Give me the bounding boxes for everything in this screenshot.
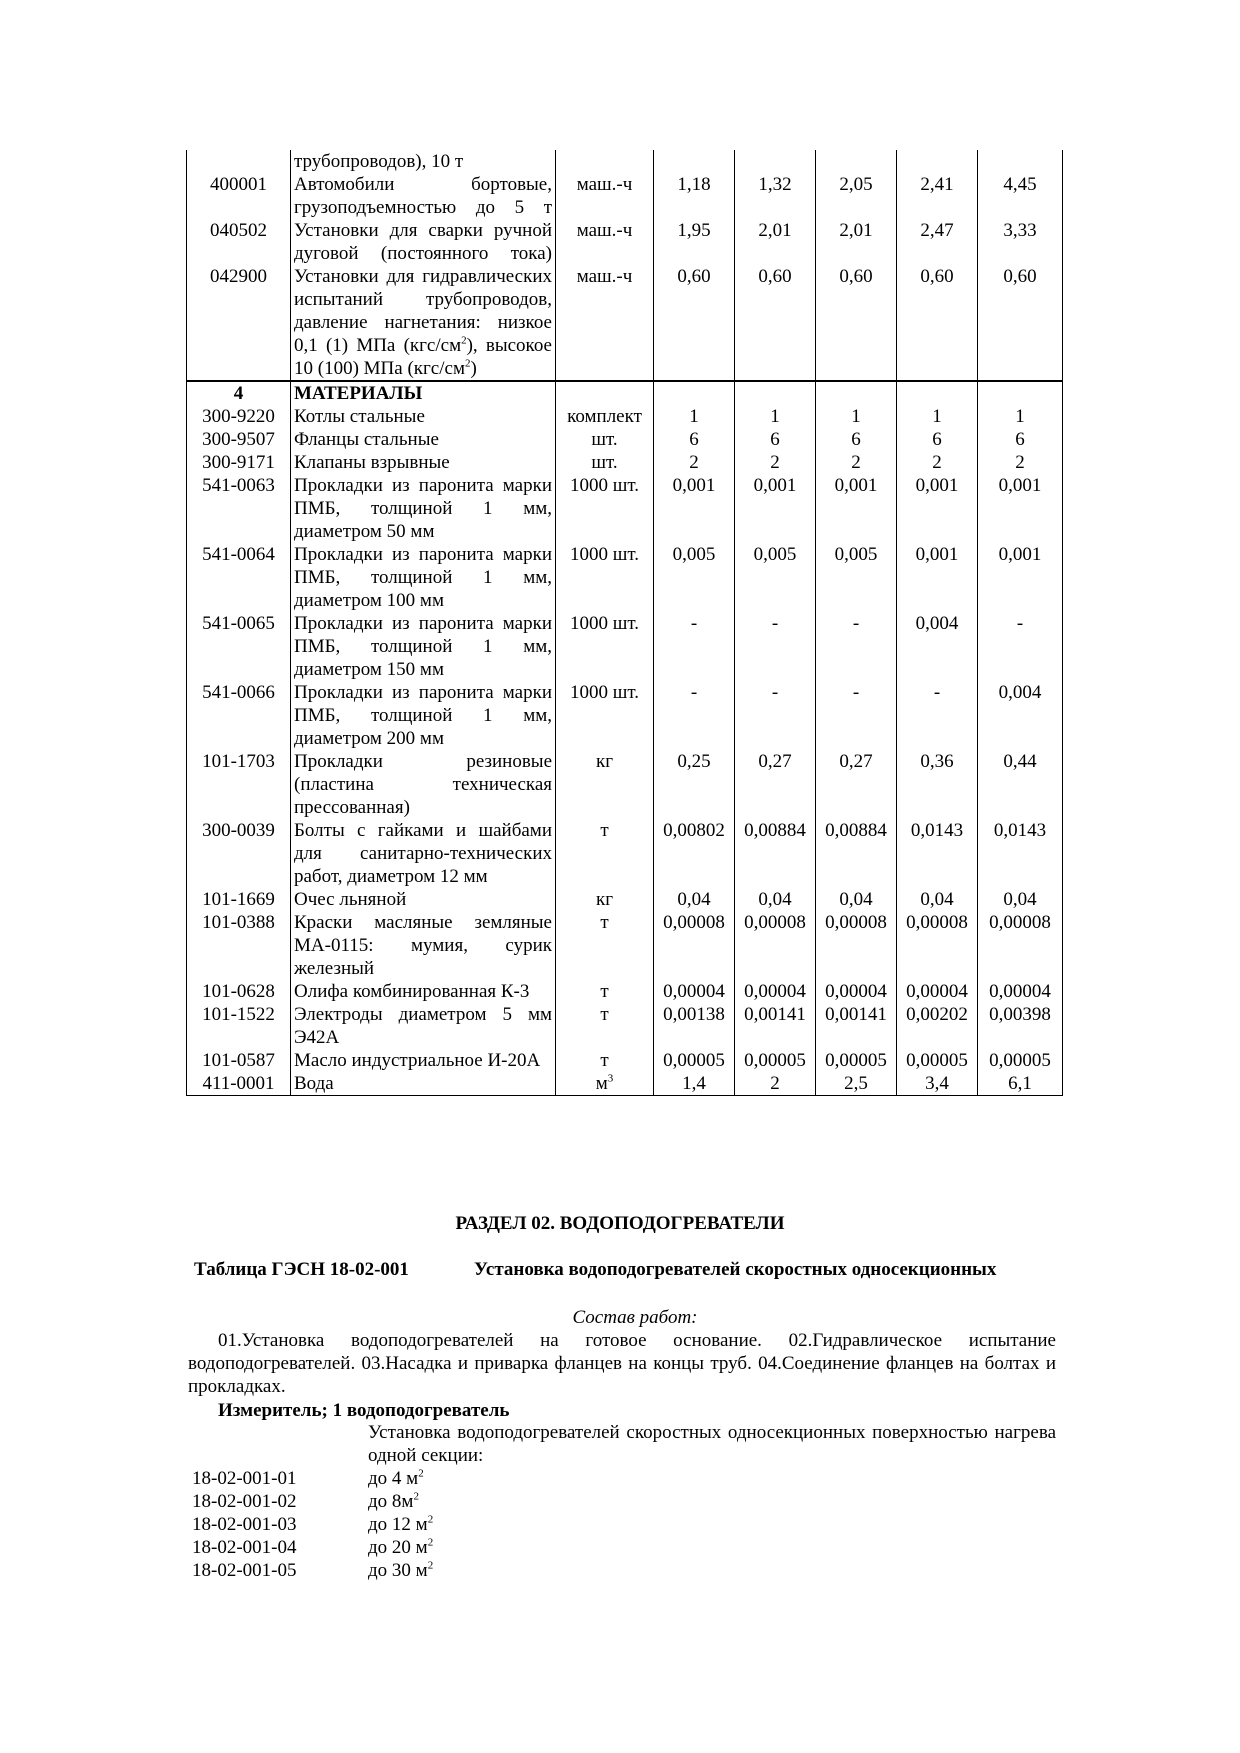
resource-unit: маш.-ч — [556, 265, 654, 381]
resource-value: 6 — [816, 428, 897, 451]
resource-value: 0,00005 — [654, 1049, 735, 1072]
resource-value: 0,60 — [735, 265, 816, 381]
resource-value — [897, 150, 978, 173]
resource-name: Олифа комбинированная К-3 — [291, 980, 556, 1003]
resource-value: 0,001 — [897, 543, 978, 612]
rate-row — [188, 1490, 1056, 1513]
resource-value: 3,4 — [897, 1072, 978, 1096]
resource-value: 0,04 — [816, 888, 897, 911]
resource-code: 300-9171 — [187, 451, 291, 474]
table-row — [187, 750, 1063, 819]
superscript: 2 — [418, 1467, 424, 1480]
resource-value: 0,001 — [654, 474, 735, 543]
table-row — [187, 1003, 1063, 1049]
superscript: 3 — [607, 1072, 614, 1085]
resource-code: 300-9507 — [187, 428, 291, 451]
resource-value: 6 — [978, 428, 1063, 451]
table-row — [187, 888, 1063, 911]
resource-value: 0,001 — [978, 474, 1063, 543]
resource-code: 101-0628 — [187, 980, 291, 1003]
resource-value: 0,00004 — [735, 980, 816, 1003]
resource-value: 0,25 — [654, 750, 735, 819]
table-title-code: Таблица ГЭСН 18-02-001 — [194, 1259, 409, 1280]
resource-code: 300-9220 — [187, 405, 291, 428]
resource-unit: маш.-ч — [556, 173, 654, 219]
resource-value: 0,00004 — [654, 980, 735, 1003]
table-row — [187, 173, 1063, 219]
table-row — [187, 681, 1063, 750]
resource-value: 6 — [654, 428, 735, 451]
table-row — [187, 405, 1063, 428]
resource-value: 1,95 — [654, 219, 735, 265]
resource-value: 1 — [816, 405, 897, 428]
resource-code: 300-0039 — [187, 819, 291, 888]
resource-value: 0,00141 — [735, 1003, 816, 1049]
resource-value: 0,00005 — [897, 1049, 978, 1072]
resource-name: Автомобили бортовые, грузоподъемностью до 5 т — [291, 173, 556, 219]
resource-value: 0,004 — [978, 681, 1063, 750]
table-row — [187, 612, 1063, 681]
resource-value: 2 — [735, 1072, 816, 1096]
resource-value: 0,00008 — [735, 911, 816, 980]
resource-value: 2,5 — [816, 1072, 897, 1096]
rates-heading: Установка водоподогревателей скоростных односекционных поверхностью нагрева одной секции: — [368, 1422, 1056, 1466]
rate-description: до 4 $м^2$ — [368, 1467, 424, 1489]
resource-value: 0,0143 — [978, 819, 1063, 888]
resource-code: 411-0001 — [187, 1072, 291, 1096]
table-row — [187, 219, 1063, 265]
superscript: 2 — [427, 1559, 434, 1572]
resource-unit: кг — [556, 888, 654, 911]
resource-code: 541-0063 — [187, 474, 291, 543]
resource-value: 6 — [735, 428, 816, 451]
resource-code: 541-0065 — [187, 612, 291, 681]
resource-name: Болты с гайками и шайбами для санитарно-технических работ, диаметром 12 мм — [291, 819, 556, 888]
rate-description: до 30 $м^2$ — [368, 1559, 434, 1581]
table-row — [187, 428, 1063, 451]
superscript: 2 — [427, 1536, 434, 1549]
resource-value: 0,00008 — [978, 911, 1063, 980]
resource-value: - — [816, 681, 897, 750]
resource-code: 101-0587 — [187, 1049, 291, 1072]
resource-value — [816, 150, 897, 173]
resource-value: 0,04 — [897, 888, 978, 911]
resource-value: 4,45 — [978, 173, 1063, 219]
resource-name: Установки для сварки ручной дуговой (постоянного тока) — [291, 219, 556, 265]
resource-value: 0,27 — [735, 750, 816, 819]
resource-name: Котлы стальные — [291, 405, 556, 428]
resource-value: 6 — [897, 428, 978, 451]
resource-value: 0,005 — [654, 543, 735, 612]
resource-value: 0,00884 — [816, 819, 897, 888]
resource-value: 2,01 — [816, 219, 897, 265]
superscript: 2 — [461, 334, 467, 347]
table-row — [187, 474, 1063, 543]
resource-value: 2,01 — [735, 219, 816, 265]
table-row — [187, 1072, 1063, 1096]
resource-code: 101-1703 — [187, 750, 291, 819]
resource-code: 101-1522 — [187, 1003, 291, 1049]
resource-value: 1 — [735, 405, 816, 428]
resource-value: 0,001 — [978, 543, 1063, 612]
resource-value: 0,00884 — [735, 819, 816, 888]
rate-code: 18-02-001-03 — [192, 1514, 297, 1535]
resource-value: 0,00138 — [654, 1003, 735, 1049]
table-title-name: Установка водоподогревателей скоростных односекционных — [474, 1259, 997, 1280]
rate-row — [188, 1513, 1056, 1536]
table-row — [187, 381, 1063, 405]
section-title: РАЗДЕЛ 02. ВОДОПОДОГРЕВАТЕЛИ — [455, 1213, 785, 1234]
resource-value: 1,32 — [735, 173, 816, 219]
resource-value: 2 — [816, 451, 897, 474]
resource-value: 0,00802 — [654, 819, 735, 888]
resource-unit — [556, 381, 654, 405]
table-row — [187, 265, 1063, 381]
resource-value: 0,04 — [654, 888, 735, 911]
resource-name: трубопроводов), 10 т — [291, 150, 556, 173]
resource-value: - — [735, 681, 816, 750]
resource-value: - — [816, 612, 897, 681]
resource-unit: шт. — [556, 428, 654, 451]
rates-items — [188, 1467, 1056, 1582]
resource-value — [735, 381, 816, 405]
resource-value: 0,04 — [735, 888, 816, 911]
work-composition-text: 01.Установка водоподогревателей на готовое основание. 02.Гидравлическое испытание водоподогревателей. 03.Насадка и приварка фланцев на концы труб. 04.Соединение фланцев на болтах и прокладках. — [188, 1330, 1056, 1397]
resource-value: 1,4 — [654, 1072, 735, 1096]
resource-value: - — [654, 612, 735, 681]
resource-value: 0,004 — [897, 612, 978, 681]
resource-value: 0,00005 — [978, 1049, 1063, 1072]
resource-value: 0,001 — [897, 474, 978, 543]
resource-unit: шт. — [556, 451, 654, 474]
table-row — [187, 819, 1063, 888]
resource-value — [735, 150, 816, 173]
resources-table — [186, 150, 1063, 1096]
resource-name: Фланцы стальные — [291, 428, 556, 451]
resource-unit: 1000 шт. — [556, 474, 654, 543]
rate-code: 18-02-001-05 — [192, 1560, 297, 1581]
resource-value: 0,00004 — [816, 980, 897, 1003]
resource-name: Вода — [291, 1072, 556, 1096]
resource-unit: кг — [556, 750, 654, 819]
resource-value — [654, 150, 735, 173]
resource-value: 0,00004 — [978, 980, 1063, 1003]
rate-description: до 20 $м^2$ — [368, 1536, 434, 1558]
resource-unit: $м^3$ — [556, 1072, 654, 1096]
resource-value — [816, 381, 897, 405]
resource-code: 040502 — [187, 219, 291, 265]
resource-name: Электроды диаметром 5 мм Э42А — [291, 1003, 556, 1049]
rates-list — [188, 1421, 1056, 1582]
resource-value: - — [654, 681, 735, 750]
rate-row — [188, 1536, 1056, 1559]
resource-unit — [556, 150, 654, 173]
resource-value — [978, 381, 1063, 405]
superscript: 2 — [413, 1490, 419, 1503]
resource-code — [187, 150, 291, 173]
resource-value — [654, 381, 735, 405]
resource-value — [978, 150, 1063, 173]
resource-value — [897, 381, 978, 405]
table-row — [187, 1049, 1063, 1072]
rate-description: до $8м^2$ — [368, 1490, 419, 1512]
resource-value: 2,41 — [897, 173, 978, 219]
resource-value: 0,0143 — [897, 819, 978, 888]
resource-value: 0,60 — [654, 265, 735, 381]
resource-unit: 1000 шт. — [556, 612, 654, 681]
resource-value: - — [897, 681, 978, 750]
resource-unit: т — [556, 819, 654, 888]
table-row — [187, 980, 1063, 1003]
table-row — [187, 543, 1063, 612]
resource-value: 0,00004 — [897, 980, 978, 1003]
measurement-unit: Измеритель; 1 водоподогреватель — [218, 1400, 510, 1421]
resource-name: Прокладки резиновые (пластина техническая прессованная) — [291, 750, 556, 819]
resource-value: 2 — [978, 451, 1063, 474]
resource-value: 0,00202 — [897, 1003, 978, 1049]
resource-code: 541-0066 — [187, 681, 291, 750]
resource-value: 2,47 — [897, 219, 978, 265]
resource-name: Прокладки из паронита марки ПМБ, толщиной 1 мм, диаметром 50 мм — [291, 474, 556, 543]
resource-code: 4 — [187, 381, 291, 405]
resource-name: Краски масляные земляные МА-0115: мумия, сурик железный — [291, 911, 556, 980]
resource-unit: комплект — [556, 405, 654, 428]
resource-value: 0,00005 — [816, 1049, 897, 1072]
resource-value: 0,27 — [816, 750, 897, 819]
table-row — [187, 150, 1063, 173]
resource-value: 6,1 — [978, 1072, 1063, 1096]
rate-code: 18-02-001-01 — [192, 1468, 297, 1489]
resource-value: 0,44 — [978, 750, 1063, 819]
resources-table-body — [187, 150, 1063, 1096]
rate-row — [188, 1559, 1056, 1582]
resource-value: 0,005 — [735, 543, 816, 612]
resource-code: 042900 — [187, 265, 291, 381]
resource-unit: 1000 шт. — [556, 543, 654, 612]
resource-value: 0,005 — [816, 543, 897, 612]
resource-value: 3,33 — [978, 219, 1063, 265]
resource-value: 2 — [654, 451, 735, 474]
resource-value: 0,60 — [816, 265, 897, 381]
resource-code: 101-1669 — [187, 888, 291, 911]
resource-value: 0,00005 — [735, 1049, 816, 1072]
resource-value: 1,18 — [654, 173, 735, 219]
superscript: 2 — [427, 1513, 434, 1526]
resource-value: 0,60 — [897, 265, 978, 381]
table-title — [194, 1258, 997, 1282]
resource-name: Установки для гидравлических испытаний трубопроводов, давление нагнетания: низкое 0,1 (1) МПа $(кгс/см^2)$, высокое 10 (100) МПа $(кгс/см^2)$ — [291, 265, 556, 381]
resource-value: 1 — [897, 405, 978, 428]
resource-value: 2 — [897, 451, 978, 474]
rate-code: 18-02-001-02 — [192, 1491, 297, 1512]
resource-unit: т — [556, 1003, 654, 1049]
resource-code: 400001 — [187, 173, 291, 219]
resource-name: Прокладки из паронита марки ПМБ, толщиной 1 мм, диаметром 150 мм — [291, 612, 556, 681]
resource-unit: т — [556, 980, 654, 1003]
resource-value: 1 — [978, 405, 1063, 428]
rate-description: до 12 $м^2$ — [368, 1513, 434, 1535]
resource-unit: т — [556, 1049, 654, 1072]
resource-name: Прокладки из паронита марки ПМБ, толщиной 1 мм, диаметром 200 мм — [291, 681, 556, 750]
resource-value: 1 — [654, 405, 735, 428]
resource-name: МАТЕРИАЛЫ — [291, 381, 556, 405]
superscript: 2 — [464, 357, 471, 370]
resource-unit: 1000 шт. — [556, 681, 654, 750]
resource-unit: т — [556, 911, 654, 980]
resource-value: - — [978, 612, 1063, 681]
resource-value: 0,00008 — [654, 911, 735, 980]
resource-value: 0,60 — [978, 265, 1063, 381]
rate-code: 18-02-001-04 — [192, 1537, 297, 1558]
resource-name: Клапаны взрывные — [291, 451, 556, 474]
resource-value: 0,001 — [735, 474, 816, 543]
resource-value: 0,00008 — [897, 911, 978, 980]
resource-value: 2,05 — [816, 173, 897, 219]
resource-name: Масло индустриальное И-20А — [291, 1049, 556, 1072]
resource-value: 0,00141 — [816, 1003, 897, 1049]
resource-value: 0,001 — [816, 474, 897, 543]
resource-value: - — [735, 612, 816, 681]
resource-value: 0,04 — [978, 888, 1063, 911]
table-row — [187, 911, 1063, 980]
resource-value: 0,00398 — [978, 1003, 1063, 1049]
resource-code: 541-0064 — [187, 543, 291, 612]
resource-value: 0,36 — [897, 750, 978, 819]
resource-code: 101-0388 — [187, 911, 291, 980]
resource-unit: маш.-ч — [556, 219, 654, 265]
resource-value: 2 — [735, 451, 816, 474]
table-row — [187, 451, 1063, 474]
resource-name: Прокладки из паронита марки ПМБ, толщиной 1 мм, диаметром 100 мм — [291, 543, 556, 612]
rate-row — [188, 1467, 1056, 1490]
resource-value: 0,00008 — [816, 911, 897, 980]
resource-name: Очес льняной — [291, 888, 556, 911]
work-composition-heading: Состав работ: — [572, 1307, 698, 1328]
